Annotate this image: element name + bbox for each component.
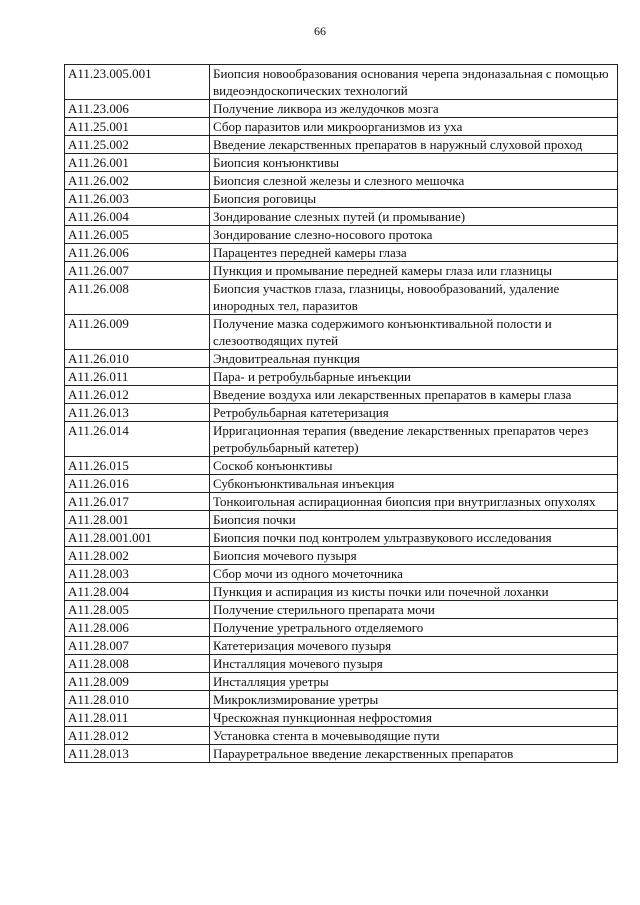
table-row bbox=[65, 226, 618, 244]
table-row bbox=[65, 457, 618, 475]
procedure-code-cell: A11.26.013 bbox=[65, 404, 210, 422]
procedure-code-cell: A11.26.012 bbox=[65, 386, 210, 404]
procedure-code-cell: A11.28.003 bbox=[65, 565, 210, 583]
table-row bbox=[65, 154, 618, 172]
table-row bbox=[65, 709, 618, 727]
procedure-name-cell: Пункция и аспирация из кисты почки или почечной лоханки bbox=[210, 583, 618, 601]
procedure-code-cell: A11.26.017 bbox=[65, 493, 210, 511]
procedure-code-cell: A11.26.010 bbox=[65, 350, 210, 368]
procedure-name-cell: Сбор паразитов или микроорганизмов из уха bbox=[210, 118, 618, 136]
procedure-name-cell: Получение уретрального отделяемого bbox=[210, 619, 618, 637]
page-number: 66 bbox=[314, 24, 326, 38]
procedure-name-cell: Пункция и промывание передней камеры глаза или глазницы bbox=[210, 262, 618, 280]
procedure-name-cell: Соскоб конъюнктивы bbox=[210, 457, 618, 475]
table-row bbox=[65, 511, 618, 529]
table-row bbox=[65, 475, 618, 493]
procedure-name-cell: Биопсия конъюнктивы bbox=[210, 154, 618, 172]
table-row bbox=[65, 655, 618, 673]
procedure-name-cell: Инсталляция мочевого пузыря bbox=[210, 655, 618, 673]
table-row bbox=[65, 172, 618, 190]
table-row bbox=[65, 208, 618, 226]
table-row bbox=[65, 136, 618, 154]
procedure-code-cell: A11.28.001 bbox=[65, 511, 210, 529]
procedure-name-cell: Получение стерильного препарата мочи bbox=[210, 601, 618, 619]
table-row bbox=[65, 368, 618, 386]
procedure-code-cell: A11.28.010 bbox=[65, 691, 210, 709]
procedure-name-cell: Биопсия мочевого пузыря bbox=[210, 547, 618, 565]
procedure-name-cell: Биопсия почки под контролем ультразвукового исследования bbox=[210, 529, 618, 547]
table-row bbox=[65, 691, 618, 709]
procedure-code-cell: A11.28.013 bbox=[65, 745, 210, 763]
table-row bbox=[65, 673, 618, 691]
procedure-name-cell: Чрескожная пункционная нефростомия bbox=[210, 709, 618, 727]
table-row bbox=[65, 583, 618, 601]
procedure-code-cell: A11.23.006 bbox=[65, 100, 210, 118]
procedure-name-cell: Введение воздуха или лекарственных препаратов в камеры глаза bbox=[210, 386, 618, 404]
procedure-name-cell: Ретробульбарная катетеризация bbox=[210, 404, 618, 422]
procedure-name-cell: Микроклизмирование уретры bbox=[210, 691, 618, 709]
procedure-name-cell: Пара- и ретробульбарные инъекции bbox=[210, 368, 618, 386]
table-row bbox=[65, 637, 618, 655]
table-row bbox=[65, 280, 618, 315]
procedure-code-cell: A11.26.005 bbox=[65, 226, 210, 244]
procedure-code-cell: A11.28.005 bbox=[65, 601, 210, 619]
procedure-code-cell: A11.26.009 bbox=[65, 315, 210, 350]
procedure-code-cell: A11.26.003 bbox=[65, 190, 210, 208]
table-row bbox=[65, 350, 618, 368]
procedure-code-cell: A11.28.012 bbox=[65, 727, 210, 745]
table-row bbox=[65, 529, 618, 547]
procedure-code-cell: A11.26.015 bbox=[65, 457, 210, 475]
procedure-name-cell: Катетеризация мочевого пузыря bbox=[210, 637, 618, 655]
table-row bbox=[65, 547, 618, 565]
procedure-name-cell: Биопсия роговицы bbox=[210, 190, 618, 208]
procedure-name-cell: Установка стента в мочевыводящие пути bbox=[210, 727, 618, 745]
procedure-code-cell: A11.28.006 bbox=[65, 619, 210, 637]
table-row bbox=[65, 565, 618, 583]
procedure-code-cell: A11.28.011 bbox=[65, 709, 210, 727]
procedure-code-cell: A11.25.001 bbox=[65, 118, 210, 136]
procedure-name-cell: Сбор мочи из одного мочеточника bbox=[210, 565, 618, 583]
procedure-code-cell: A11.26.011 bbox=[65, 368, 210, 386]
table-row bbox=[65, 244, 618, 262]
procedure-name-cell: Субконъюнктивальная инъекция bbox=[210, 475, 618, 493]
table-row bbox=[65, 727, 618, 745]
procedure-code-cell: A11.26.016 bbox=[65, 475, 210, 493]
table-row bbox=[65, 386, 618, 404]
procedure-code-cell: A11.23.005.001 bbox=[65, 65, 210, 100]
table-row bbox=[65, 404, 618, 422]
procedure-code-cell: A11.26.006 bbox=[65, 244, 210, 262]
procedure-name-cell: Биопсия новообразования основания черепа эндоназальная с помощью видеоэндоскопических технологий bbox=[210, 65, 618, 100]
table-row bbox=[65, 118, 618, 136]
procedure-name-cell: Биопсия слезной железы и слезного мешочка bbox=[210, 172, 618, 190]
procedure-name-cell: Зондирование слезно-носового протока bbox=[210, 226, 618, 244]
procedure-code-cell: A11.26.001 bbox=[65, 154, 210, 172]
procedure-code-cell: A11.26.004 bbox=[65, 208, 210, 226]
procedures-table-body bbox=[65, 65, 618, 763]
procedure-name-cell: Получение мазка содержимого конъюнктивальной полости и слезоотводящих путей bbox=[210, 315, 618, 350]
table-row bbox=[65, 619, 618, 637]
procedure-name-cell: Получение ликвора из желудочков мозга bbox=[210, 100, 618, 118]
procedure-name-cell: Инсталляция уретры bbox=[210, 673, 618, 691]
procedure-code-cell: A11.28.008 bbox=[65, 655, 210, 673]
procedure-name-cell: Парацентез передней камеры глаза bbox=[210, 244, 618, 262]
procedure-name-cell: Тонкоигольная аспирационная биопсия при внутриглазных опухолях bbox=[210, 493, 618, 511]
procedure-code-cell: A11.28.002 bbox=[65, 547, 210, 565]
procedure-code-cell: A11.26.014 bbox=[65, 422, 210, 457]
procedure-code-cell: A11.26.002 bbox=[65, 172, 210, 190]
table-row bbox=[65, 65, 618, 100]
procedure-code-cell: A11.26.007 bbox=[65, 262, 210, 280]
procedure-code-cell: A11.28.009 bbox=[65, 673, 210, 691]
procedure-code-cell: A11.28.001.001 bbox=[65, 529, 210, 547]
procedure-name-cell: Парауретральное введение лекарственных препаратов bbox=[210, 745, 618, 763]
table-row bbox=[65, 745, 618, 763]
procedure-name-cell: Введение лекарственных препаратов в наружный слуховой проход bbox=[210, 136, 618, 154]
procedure-name-cell: Эндовитреальная пункция bbox=[210, 350, 618, 368]
procedure-code-cell: A11.28.007 bbox=[65, 637, 210, 655]
procedure-name-cell: Зондирование слезных путей (и промывание) bbox=[210, 208, 618, 226]
table-row bbox=[65, 100, 618, 118]
procedure-name-cell: Ирригационная терапия (введение лекарственных препаратов через ретробульбарный катетер) bbox=[210, 422, 618, 457]
table-row bbox=[65, 262, 618, 280]
procedure-code-cell: A11.26.008 bbox=[65, 280, 210, 315]
procedures-table bbox=[64, 64, 618, 763]
procedure-name-cell: Биопсия почки bbox=[210, 511, 618, 529]
table-row bbox=[65, 493, 618, 511]
table-row bbox=[65, 190, 618, 208]
procedure-code-cell: A11.25.002 bbox=[65, 136, 210, 154]
table-row bbox=[65, 422, 618, 457]
table-row bbox=[65, 601, 618, 619]
table-row bbox=[65, 315, 618, 350]
procedure-code-cell: A11.28.004 bbox=[65, 583, 210, 601]
procedure-name-cell: Биопсия участков глаза, глазницы, новообразований, удаление инородных тел, паразитов bbox=[210, 280, 618, 315]
